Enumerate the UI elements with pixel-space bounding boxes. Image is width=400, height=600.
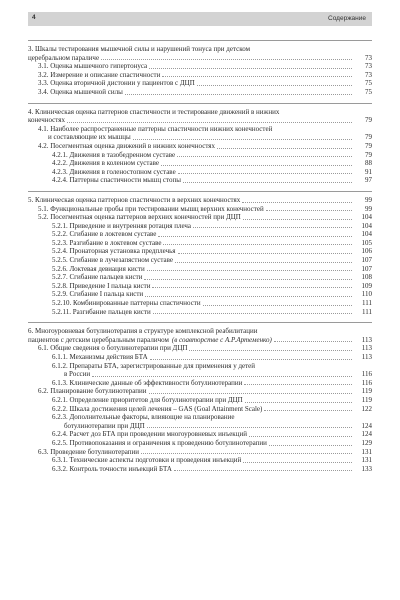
toc-entry[interactable] [28,196,372,205]
toc-page-number: 131 [361,456,372,465]
toc-entry[interactable] [28,45,372,54]
toc-entry-title: 5.2.3. Разгибание в локтевом суставе [52,238,162,247]
dot-leader [147,270,352,271]
dot-leader [133,139,352,140]
dot-leader [242,202,352,203]
toc-entry-title: 4.2.4. Паттерны спастичности мышц стопы [52,176,181,185]
dot-leader [152,287,352,288]
toc-page-number: 99 [365,195,372,204]
toc-entry[interactable] [28,327,372,336]
toc-entry[interactable] [28,379,372,388]
toc-entry-title: 5.2.9. Сгибание I пальца кисти [52,290,144,299]
toc-entry[interactable] [28,413,372,422]
toc-entry-title: и составляющие их мышцы [48,133,131,142]
toc-entry-title: конечностях [28,116,65,125]
toc-entry-title: 4.2.1. Движения в тазобедренном суставе [52,150,176,159]
toc-entry[interactable] [28,344,372,353]
toc-page-number: 106 [361,247,372,256]
toc-entry[interactable] [28,71,372,80]
dot-leader [149,68,352,69]
toc-entry[interactable] [28,439,372,448]
toc-page-number: 113 [361,335,372,344]
page-header [28,12,372,26]
dot-leader [178,253,352,254]
toc-page-number: 79 [365,141,372,150]
toc-entry[interactable] [28,282,372,291]
toc-entry[interactable] [28,133,372,142]
toc-section [28,103,372,185]
dot-leader [153,313,352,314]
toc-page-number: 75 [365,79,372,88]
toc-entry[interactable] [28,125,372,134]
toc-entry[interactable] [28,62,372,71]
toc-page-number: 105 [361,238,372,247]
toc-page-number: 73 [365,53,372,62]
toc-entry[interactable] [28,396,372,405]
toc-entry-title: 5.2.7. Сгибание пальцев кисти [52,273,143,282]
toc-entry-title: 3.3. Оценка вторичной дистонии у пациентов с ДЦП [38,79,195,88]
toc-entry-title: 6.2.5. Противопоказания и ограничения к проведению ботулинотерапии [52,438,267,447]
table-of-contents [28,40,372,479]
toc-entry-title: 6.1. Общие сведения о ботулинотерапии при ДЦП [38,344,188,353]
toc-page-number: 91 [365,167,372,176]
toc-entry[interactable] [28,265,372,274]
toc-entry-title: 5.2.5. Сгибание в лучезапястном суставе [52,256,174,265]
toc-entry-title: в России [64,370,91,379]
dot-leader [125,94,352,95]
toc-entry[interactable] [28,205,372,214]
toc-page-number: 104 [361,230,372,239]
toc-entry[interactable] [28,353,372,362]
toc-entry[interactable] [28,456,372,465]
toc-entry[interactable] [28,239,372,248]
toc-section [28,40,372,97]
toc-entry-title: 5.1. Функциональные пробы при тестировании мышц верхних конечностей [38,204,264,213]
toc-section [28,322,372,473]
toc-entry-title: 5.2.8. Приведение I пальца кисти [52,281,151,290]
dot-leader [147,427,352,428]
dot-leader [245,402,352,403]
toc-entry-title: 6.2.3. Дополнительные факторы, влияющие на планирование [52,413,235,422]
toc-entry[interactable] [28,116,372,125]
toc-page-number: 119 [361,387,372,396]
toc-entry[interactable] [28,54,372,63]
dot-leader [197,85,352,86]
toc-page-number: 79 [365,116,372,125]
toc-entry-title: 6.1.1. Механизмы действия БТА [52,353,148,361]
toc-page-number: 104 [361,213,372,222]
toc-entry-title: 4. Клиническая оценка паттернов спастичности и тестирование движений в нижних [28,107,280,116]
toc-page-number: 124 [361,421,372,430]
toc-entry[interactable] [28,422,372,431]
dot-leader [249,436,352,437]
toc-page-number: 131 [361,447,372,456]
toc-entry[interactable] [28,362,372,371]
toc-entry-title: 4.2.2. Движения в коленном суставе [52,159,160,168]
toc-entry-title: 5.2.11. Разгибание пальцев кисти [52,307,151,316]
toc-entry-title: 6.1.3. Клинические данные об эффективности ботулинотерапии [52,378,243,387]
dot-leader [264,410,352,411]
toc-entry-title: 6.3.1. Технические аспекты подготовки и проведения инъекций [52,456,242,465]
toc-page-number: 107 [361,264,372,273]
toc-page-number: 73 [365,62,372,71]
dot-leader [101,59,352,60]
dot-leader [174,470,352,471]
toc-page-number: 75 [365,87,372,96]
toc-entry[interactable] [28,430,372,439]
toc-entry[interactable] [28,142,372,151]
toc-page-number: 111 [362,307,372,316]
toc-entry[interactable] [28,230,372,239]
toc-page-number: 122 [361,404,372,413]
toc-section [28,191,372,316]
toc-entry-title: 5. Клиническая оценка паттернов спастичности в верхних конечностях [28,195,241,204]
toc-entry[interactable] [28,299,372,308]
toc-entry[interactable] [28,370,372,379]
dot-leader [149,393,352,394]
dot-leader [243,462,352,463]
toc-page-number: 104 [361,221,372,230]
toc-entry-title: 4.2. Посегментная оценка движений в нижних конечностях [38,141,216,150]
dot-leader [161,165,352,166]
toc-entry-title: 5.2.6. Локтевая девиация кисти [52,264,145,273]
toc-entry-title: 4.2.3. Движения в голеностопном суставе [52,167,176,176]
toc-page-number: 113 [361,344,372,353]
toc-entry[interactable] [28,405,372,414]
toc-entry[interactable] [28,290,372,299]
dot-leader [177,156,352,157]
dot-leader [175,262,352,263]
toc-entry[interactable] [28,213,372,222]
toc-entry-title: 3.4. Оценка мышечной силы [38,87,123,96]
toc-entry-title: ботулинотерапии при ДЦП [64,421,145,430]
toc-entry-title: 5.2. Посегментная оценка паттернов верхних конечностей при ДЦП [38,213,241,222]
toc-page-number: 124 [361,430,372,439]
toc-page-number: 111 [362,299,372,308]
toc-page-number: 107 [361,256,372,265]
toc-page-number: 110 [361,290,372,299]
toc-entry-title: 3. Шкалы тестирования мышечной силы и нарушений тонуса при детском [28,45,251,53]
toc-entry[interactable] [28,88,372,97]
toc-page-number: 109 [361,281,372,290]
dot-leader [144,279,352,280]
toc-entry-title: 6.3. Проведение ботулинотерапии [38,447,140,456]
toc-entry-title: 6.3.2. Контроль точности инъекций БТА [52,464,172,473]
dot-leader [145,296,352,297]
dot-leader [141,453,352,454]
toc-page-number: 116 [361,378,372,387]
toc-page-number: 129 [361,438,372,447]
toc-entry-title: 5.2.1. Приведение и внутренняя ротация плеча [52,221,191,230]
toc-entry-title: пациентов с детским церебральным параличом [28,335,169,344]
toc-entry[interactable] [28,448,372,457]
toc-entry[interactable] [28,79,372,88]
toc-page-number: 97 [365,176,372,185]
toc-entry-title: 4.1. Наиболее распространенные паттерны спастичности нижних конечностей [38,124,273,133]
toc-entry[interactable] [28,247,372,256]
toc-page-number: 99 [365,204,372,213]
toc-entry[interactable] [28,176,372,185]
dot-leader [183,182,352,183]
toc-entry-title: 6.2.1. Определение приоритетов для ботулинотерапии при ДЦП [52,395,243,404]
toc-entry-title: 6.2. Планирование ботулинотерапии [38,387,147,396]
toc-entry-title: 6. Многоуровневая ботулинотерапия в структуре комплексной реабилитации [28,327,258,336]
toc-page-number: 119 [361,395,372,404]
toc-page-number: 79 [365,133,372,142]
toc-page-number: 79 [365,150,372,159]
toc-entry-title: 6.1.2. Препараты БТА, зарегистрированные для применения у детей [52,361,256,370]
toc-entry[interactable] [28,222,372,231]
toc-entry[interactable] [28,151,372,160]
dot-leader [158,236,352,237]
toc-entry[interactable] [28,308,372,317]
dot-leader [274,341,352,342]
toc-entry-title: 3.1. Оценка мышечного гипертонуса [38,62,148,71]
toc-entry-title: 5.2.2. Сгибание в локтевом суставе [52,230,157,239]
toc-entry[interactable] [28,465,372,474]
toc-entry-title: церебральном параличе [28,53,100,62]
dot-leader [189,350,352,351]
dot-leader [92,376,352,377]
toc-entry-title: 5.2.4. Пронаторная установка предплечья [52,247,176,256]
toc-entry[interactable] [28,168,372,177]
toc-page-number: 73 [365,70,372,79]
toc-entry-coauthor: (в соавторстве с А.Р.Артеменко) [171,335,272,344]
dot-leader [163,244,352,245]
dot-leader [243,219,352,220]
toc-entry[interactable] [28,108,372,117]
dot-leader [217,148,352,149]
toc-entry[interactable] [28,159,372,168]
dot-leader [193,227,352,228]
toc-page-number: 116 [361,370,372,379]
dot-leader [150,359,352,360]
toc-page-number: 108 [361,273,372,282]
dot-leader [67,122,352,123]
toc-entry-title: 6.2.4. Расчет доз БТА при проведении многоуровневых инъекций [52,430,247,439]
toc-page-number: 113 [361,353,372,361]
toc-entry-title: 5.2.10. Комбинированные паттерны спастичности [52,299,201,308]
header-title: Содержание [328,14,366,22]
dot-leader [269,445,352,446]
toc-entry[interactable] [28,273,372,282]
toc-entry-title: 6.2.2. Шкала достижения целей лечения – GAS (Goal Attainment Scale) [52,404,263,413]
toc-entry-title: 3.2. Измерение и описание спастичности [38,70,161,79]
page-number: 4 [32,14,36,21]
dot-leader [162,76,352,77]
dot-leader [266,210,352,211]
dot-leader [203,305,352,306]
toc-page-number: 133 [361,464,372,473]
dot-leader [244,384,352,385]
toc-entry[interactable] [28,256,372,265]
toc-entry[interactable] [28,336,372,345]
toc-entry[interactable] [28,387,372,396]
dot-leader [178,173,352,174]
toc-page-number: 88 [365,159,372,168]
